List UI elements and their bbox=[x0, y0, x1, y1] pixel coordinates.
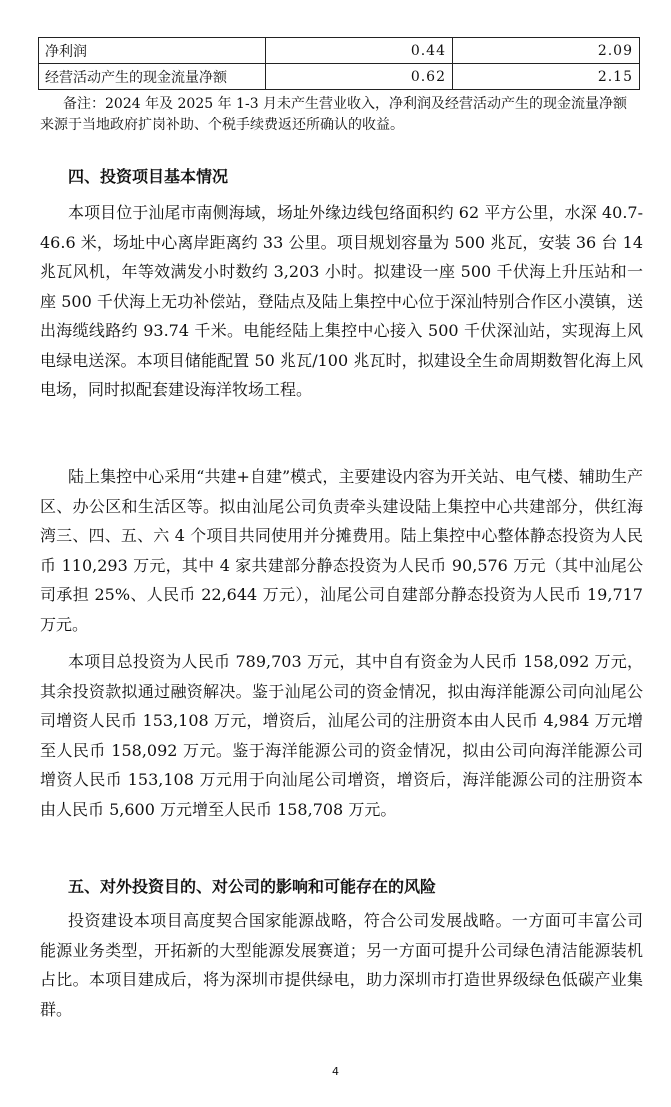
row-label: 经营活动产生的现金流量净额 bbox=[39, 64, 266, 90]
value-2024: 0.44 bbox=[266, 38, 453, 64]
paragraph-control-center: 陆上集控中心采用“共建+自建”模式，主要建设内容为开关站、电气楼、辅助生产区、办公区和生活区等。拟由汕尾公司负责牵头建设陆上集控中心共建部分，供红海湾三、四、五、六 4 个项目共同使用并分摊费用。陆上集控中心整体静态投资为人民币 110,293 万元，其中 4 家共建部分静态投资为人民币 90,576 万元（其中汕尾公司承担 25%、人民币 22,644 万元），汕尾公司自建部分静态投资为人民币 19,717 万元。 bbox=[40, 467, 643, 634]
page-number: 4 bbox=[332, 1065, 339, 1078]
table-row bbox=[39, 64, 640, 90]
table-row bbox=[39, 38, 640, 64]
section-heading-investment-project: 四、投资项目基本情况 bbox=[68, 167, 229, 186]
table-note: 备注：2024 年及 2025 年 1-3 月未产生营业收入，净利润及经营活动产生的现金流量净额来源于当地政府扩岗补助、个税手续费返还所确认的收益。 bbox=[40, 96, 628, 133]
paragraph-project-overview: 本项目位于汕尾市南侧海域，场址外缘边线包络面积约 62 平方公里，水深 40.7-46.6 米，场址中心离岸距离约 33 公里。项目规划容量为 500 兆瓦，安装 36 台 14 兆瓦风机，年等效满发小时数约 3,203 小时。拟建设一座 500 千伏海上升压站和一座 500 千伏海上无功补偿站，登陆点及陆上集控中心位于深汕特别合作区小漠镇，送出海缆线路约 93.74 千米。电能经陆上集控中心接入 500 千伏深汕站，实现海上风电绿电送深。本项目储能配置 50 兆瓦/100 兆瓦时，拟建设全生命周期数智化海上风电场，同时拟配套建设海洋牧场工程。 bbox=[40, 203, 643, 399]
row-label: 净利润 bbox=[39, 38, 266, 64]
paragraph-total-investment: 本项目总投资为人民币 789,703 万元，其中自有资金为人民币 158,092 万元，其余投资款拟通过融资解决。鉴于汕尾公司的资金情况，拟由海洋能源公司向汕尾公司增资人民币 153,108 万元，增资后，汕尾公司的注册资本由人民币 4,984 万元增至人民币 158,092 万元。鉴于海洋能源公司的资金情况，拟由公司向海洋能源公司增资人民币 153,108 万元用于向汕尾公司增资，增资后，海洋能源公司的注册资本由人民币 5,600 万元增至人民币 158,708 万元。 bbox=[40, 652, 643, 819]
value-2024: 0.62 bbox=[266, 64, 453, 90]
paragraph-investment-purpose: 投资建设本项目高度契合国家能源战略，符合公司发展战略。一方面可丰富公司能源业务类型，开拓新的大型能源发展赛道；另一方面可提升公司绿色清洁能源装机占比。本项目建成后，将为深圳市提供绿电，助力深圳市打造世界级绿色低碳产业集群。 bbox=[40, 911, 643, 1019]
financial-table bbox=[38, 37, 640, 90]
section-heading-investment-purpose: 五、对外投资目的、对公司的影响和可能存在的风险 bbox=[68, 877, 437, 896]
value-2025: 2.15 bbox=[453, 64, 640, 90]
value-2025: 2.09 bbox=[453, 38, 640, 64]
